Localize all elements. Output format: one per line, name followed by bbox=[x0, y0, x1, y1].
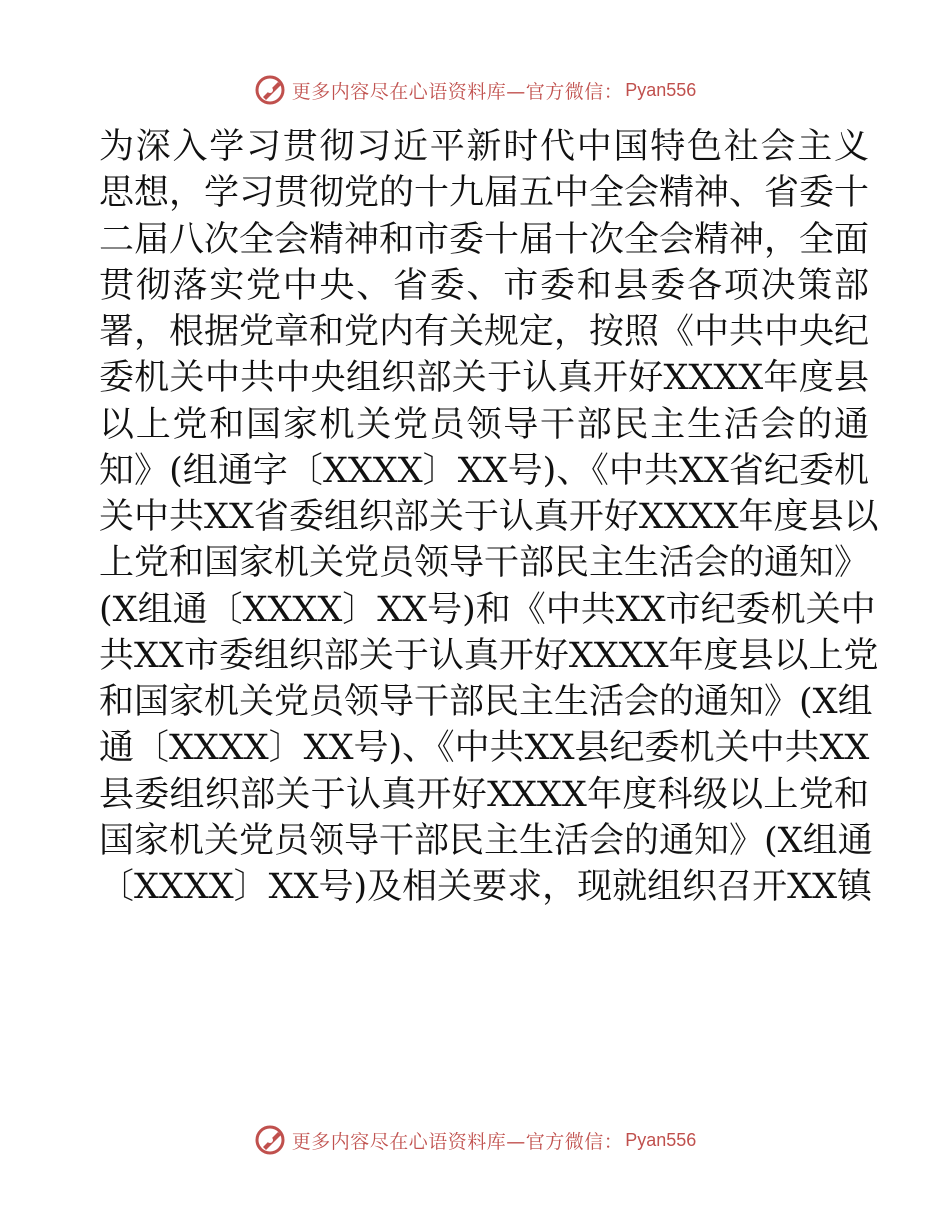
text-line: 以上党和国家机关党员领导干部民主生活会的通 bbox=[99, 404, 869, 445]
text-line: (X组通〔XXXX〕XX号)和《中共XX市纪委机关中 bbox=[99, 589, 876, 630]
text-line: 署，根据党章和党内有关规定，按照《中共中央纪 bbox=[99, 312, 870, 352]
text-line: 贯彻落实党中央、省委、市委和县委各项决策部 bbox=[99, 265, 869, 306]
text-line: 二届八次全会精神和市委十届十次全会精神，全面 bbox=[99, 219, 870, 260]
text-line: 关中共XX省委组织部关于认真开好XXXX年度县以 bbox=[99, 497, 879, 537]
footer-banner bbox=[0, 1120, 950, 1160]
text-line: 县委组织部关于认真开好XXXX年度科级以上党和 bbox=[99, 774, 869, 815]
text-line: 共XX市委组织部关于认真开好XXXX年度县以上党 bbox=[99, 635, 879, 676]
text-line: 通〔XXXX〕XX号)、《中共XX县纪委机关中共XX bbox=[99, 728, 870, 769]
text-line: 知》(组通字〔XXXX〕XX号)、《中共XX省纪委机 bbox=[99, 450, 869, 491]
text-line: 和国家机关党员领导干部民主生活会的通知》(X组 bbox=[99, 682, 873, 722]
text-line: 上党和国家机关党员领导干部民主生活会的通知》 bbox=[99, 543, 870, 584]
header-banner bbox=[0, 70, 950, 110]
pen-logo-icon bbox=[254, 1123, 288, 1157]
text-line: 国家机关党员领导干部民主生活会的通知》(X组通 bbox=[99, 820, 873, 861]
text-line: 委机关中共中央组织部关于认真开好XXXX年度县 bbox=[99, 358, 869, 399]
banner-text: 更多内容尽在心语资料库—官方微信： bbox=[291, 80, 624, 103]
text-line: 〔XXXX〕XX号)及相关要求，现就组织召开XX镇 bbox=[99, 867, 872, 907]
banner-wechat-id: Pyan556 bbox=[625, 1129, 697, 1150]
pen-logo-icon bbox=[254, 73, 288, 107]
text-line: 思想，学习贯彻党的十九届五中全会精神、省委十 bbox=[99, 173, 870, 214]
body-text bbox=[99, 124, 879, 910]
banner-text: 更多内容尽在心语资料库—官方微信： bbox=[291, 1130, 624, 1153]
banner-wechat-id: Pyan556 bbox=[625, 79, 697, 100]
text-line: 为深入学习贯彻习近平新时代中国特色社会主义 bbox=[99, 127, 869, 167]
